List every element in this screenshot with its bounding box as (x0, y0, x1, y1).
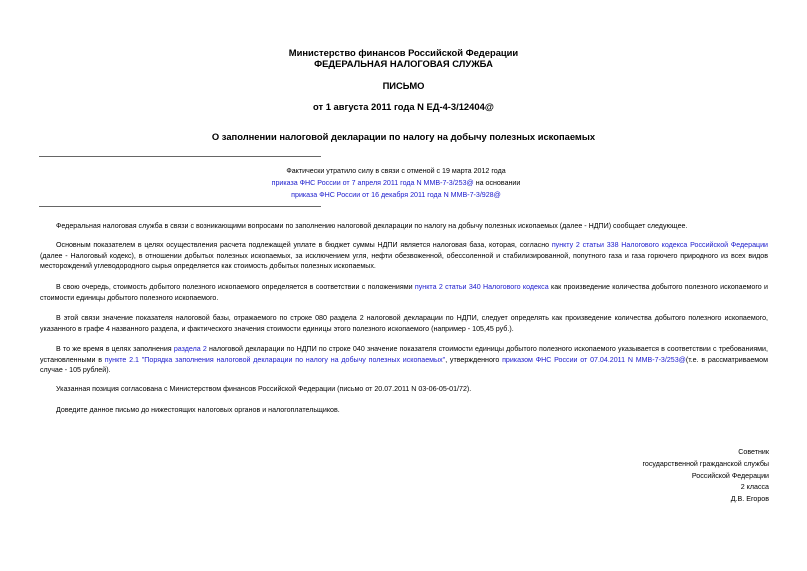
paragraph-5-text-d: (т.е. в рассматриваемом случае - 105 рублей). (40, 355, 768, 375)
expiry-line-1: Фактически утратило силу в связи с отменой с 19 марта 2012 года (286, 167, 506, 175)
paragraph-6-text: Указанная позиция согласована с Министерством финансов Российской Федерации (письмо от 20.07.2011 N 03-06-05-01/72). (56, 385, 472, 393)
document-type: ПИСЬМО (382, 80, 425, 91)
paragraph-1-text: Федеральная налоговая служба в связи с возникающими вопросами по заполнению налоговой декларации по налогу на добычу полезных ископаемых (далее - НДПИ) сообщает следующее. (56, 222, 688, 230)
expiry-link-order-253[interactable]: приказа ФНС России от 7 апреля 2011 года N ММВ-7-3/253@ (271, 179, 474, 187)
signature-line-1: Советник (738, 448, 769, 456)
paragraph-5-text-c: , утвержденного (445, 355, 503, 364)
paragraph-5 (40, 344, 768, 376)
signature-block (569, 447, 769, 506)
document-subject: О заполнении налоговой декларации по налогу на добычу полезных ископаемых (211, 131, 596, 142)
paragraph-4-text: В этой связи значение показателя налоговой базы, отражаемого по строке 080 раздела 2 налоговой декларации по НДПИ, следует определять как произведение количества добытого полезного ископаемого, указанного в графе 4 названного раздела, и фактического значения стоимости единицы этого полезного ископаемого (например - 105,45 руб.). (40, 314, 768, 333)
paragraph-5-text-a: В то же время в целях заполнения (56, 345, 174, 353)
paragraph-7-text: Доведите данное письмо до нижестоящих налоговых органов и налогоплательщиков. (56, 406, 340, 414)
link-order-253[interactable]: приказом ФНС России от 07.04.2011 N ММВ-7-3/253@ (502, 355, 686, 364)
service-name: ФЕДЕРАЛЬНАЯ НАЛОГОВАЯ СЛУЖБА (314, 58, 493, 69)
expiry-line-2 (200, 177, 592, 189)
paragraph-2 (40, 240, 768, 272)
paragraph-5-text-b: налоговой декларации по НДПИ по строке 040 значение показателя стоимости единицы добытого полезного ископаемого указывается в соответствии с требованиями, установленными в (40, 345, 768, 364)
paragraph-3 (40, 282, 768, 303)
expiry-link-order-928[interactable]: приказа ФНС России от 16 декабря 2011 года N ММВ-7-3/928@ (291, 191, 501, 199)
paragraph-3-text-a: В свою очередь, стоимость добытого полезного ископаемого определяется в соответствии с положениями (56, 283, 415, 291)
paragraph-6 (40, 384, 768, 395)
signature-line-3: Российской Федерации (691, 471, 769, 480)
bottom-divider (39, 206, 321, 207)
link-section-2[interactable]: раздела 2 (173, 345, 207, 353)
paragraph-3-text-b: как произведение количества добытого полезного ископаемого и стоимости единицы добытого полезного ископаемого. (40, 283, 768, 302)
paragraph-4 (40, 313, 768, 334)
expiry-line-2-suffix: на основании (473, 179, 521, 187)
link-article-338[interactable]: пункту 2 статьи 338 Налогового кодекса Российской Федерации (551, 241, 769, 249)
link-article-340[interactable]: пункта 2 статьи 340 Налогового кодекса (414, 283, 549, 291)
ministry-name: Министерство финансов Российской Федерации (288, 47, 519, 58)
paragraph-7 (40, 405, 768, 416)
paragraph-2-text-a: Основным показателем в целях осуществления расчета подлежащей уплате в бюджет суммы НДПИ является налоговая база, которая, согласно (56, 241, 552, 249)
signature-line-2: государственной гражданской службы (642, 459, 769, 468)
paragraph-2-text-b: (далее - Налоговый кодекс), в отношении добытых полезных ископаемых, за исключением угля, нефти обезвоженной, обессоленной и стабилизированной, попутного газа и газа горючего природного из всех видов месторождений углеводородного сырья определяется как стоимость добытых полезных ископаемых. (40, 251, 768, 271)
expiry-line-3 (200, 189, 592, 201)
signature-line-4: 2 класса (740, 483, 769, 492)
paragraph-1 (40, 221, 768, 232)
document-number: от 1 августа 2011 года N ЕД-4-3/12404@ (313, 101, 494, 112)
signature-name: Д.В. Егоров (730, 495, 769, 504)
link-procedure-2-1[interactable]: пункте 2.1 "Порядка заполнения налоговой декларации по налогу на добычу полезных ископаемых" (104, 355, 446, 364)
expiry-note (200, 165, 592, 201)
top-divider (39, 156, 321, 157)
